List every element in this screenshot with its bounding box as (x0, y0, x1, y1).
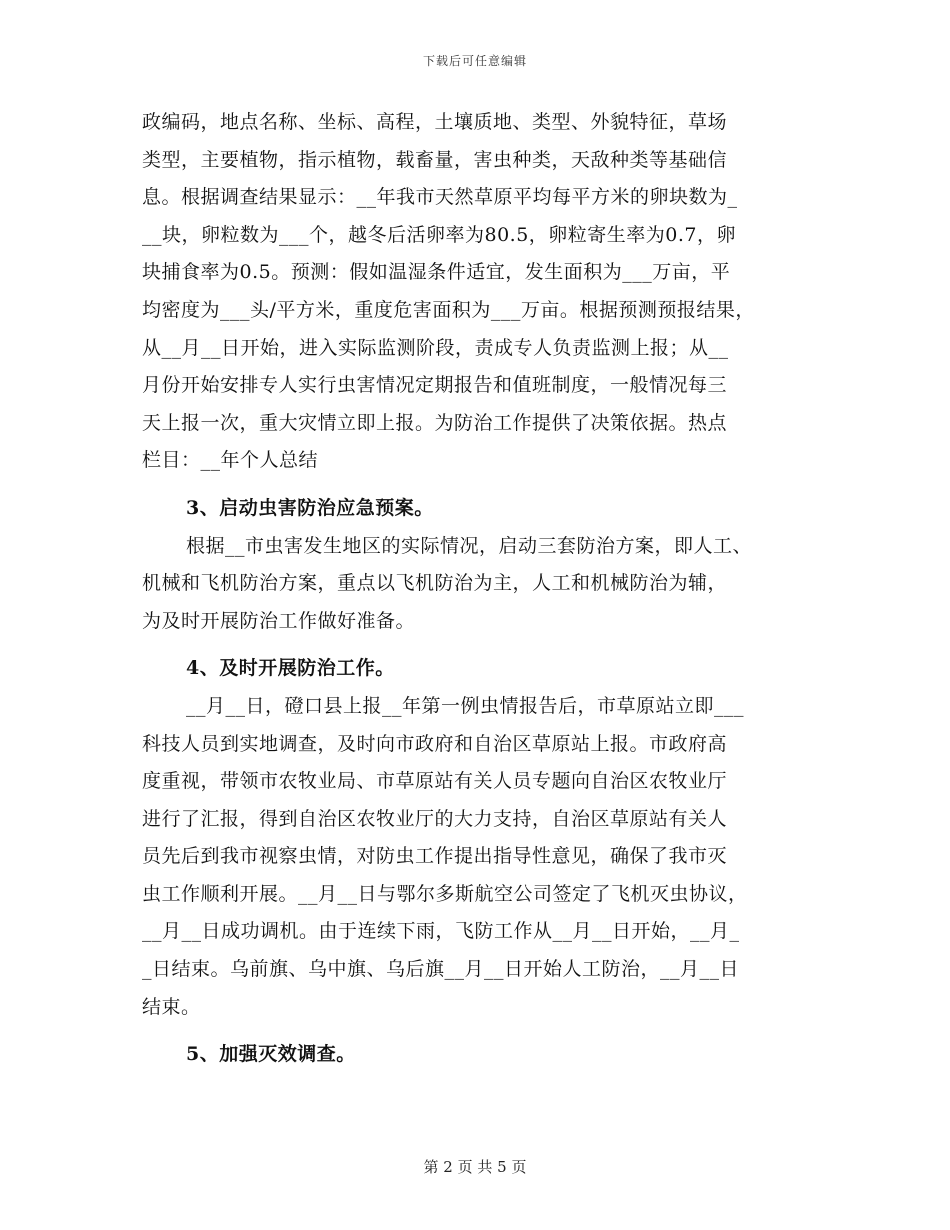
paragraph-line: 类型，主要植物，指示植物，载畜量，害虫种类，天敌种类等基础信 (142, 148, 728, 171)
paragraph-line: __块，卵粒数为___个，越冬后活卵率为80.5，卵粒寄生率为0.7，卵 (142, 223, 737, 246)
section-heading-3: 3、启动虫害防治应急预案。 (186, 496, 434, 519)
paragraph-line: 均密度为___头/平方米，重度危害面积为___万亩。根据预测预报结果， (142, 298, 755, 321)
page-header: 下载后可任意编辑 (422, 54, 527, 68)
paragraph-line: 根据__市虫害发生地区的实际情况，启动三套防治方案，即人工、 (186, 534, 753, 557)
paragraph-line: 科技人员到实地调查，及时向市政府和自治区草原站上报。市政府高 (142, 732, 728, 755)
section-heading-4: 4、及时开展防治工作。 (186, 657, 395, 680)
paragraph-line: 从__月__日开始，进入实际监测阶段，责成专人负责监测上报；从__ (142, 336, 729, 359)
paragraph-line: 为及时开展防治工作做好准备。 (142, 609, 416, 632)
paragraph-line: 栏目：__年个人总结 (142, 449, 319, 472)
section-heading-5: 5、加强灭效调查。 (186, 1043, 356, 1066)
paragraph-line: 块捕食率为0.5。预测：假如温湿条件适宜，发生面积为___万亩，平 (142, 261, 731, 284)
paragraph-line: _日结束。乌前旗、乌中旗、乌后旗__月__日开始人工防治，__月__日 (142, 958, 740, 981)
paragraph-line: __月__日成功调机。由于连续下雨，飞防工作从__月__日开始，__月_ (142, 920, 740, 943)
paragraph-line: 进行了汇报，得到自治区农牧业厅的大力支持，自治区草原站有关人 (142, 807, 728, 830)
paragraph-line: 月份开始安排专人实行虫害情况定期报告和值班制度，一般情况每三 (142, 374, 728, 397)
page-footer: 第 2 页 共 5 页 (423, 1158, 527, 1176)
paragraph-line: 机械和飞机防治方案，重点以飞机防治为主，人工和机械防治为辅， (142, 572, 728, 595)
paragraph-line: 息。根据调查结果显示：__年我市天然草原平均每平方米的卵块数为_ (142, 186, 738, 209)
paragraph-line: 度重视，带领市农牧业局、市草原站有关人员专题向自治区农牧业厅 (142, 770, 728, 793)
paragraph-line: 结束。 (142, 995, 201, 1018)
paragraph-line: 虫工作顺利开展。__月__日与鄂尔多斯航空公司签定了飞机灭虫协议， (142, 882, 748, 905)
paragraph-line: __月__日，磴口县上报__年第一例虫情报告后，市草原站立即___ (186, 694, 745, 717)
document-body (142, 104, 822, 1074)
paragraph-line: 政编码，地点名称、坐标、高程，土壤质地、类型、外貌特征，草场 (142, 111, 728, 133)
paragraph-line: 天上报一次，重大灾情立即上报。为防治工作提供了决策依据。热点 (142, 411, 728, 434)
paragraph-line: 员先后到我市视察虫情，对防虫工作提出指导性意见，确保了我市灭 (142, 845, 728, 868)
